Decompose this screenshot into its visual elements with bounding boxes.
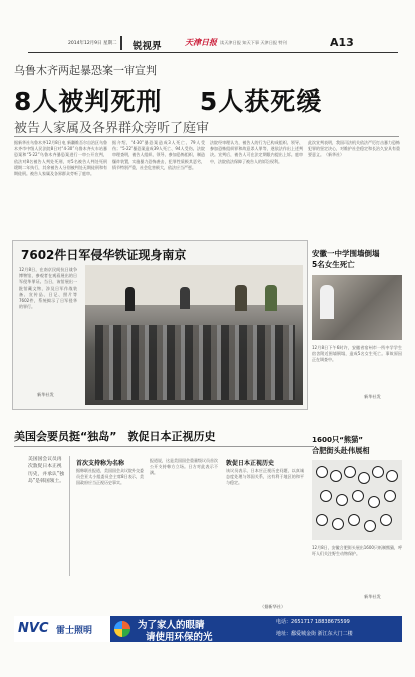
panda-figure bbox=[384, 490, 396, 502]
lead-headline-right: 5人获死缓 bbox=[199, 87, 323, 116]
ad-phone-number: 2651717 18838675599 bbox=[291, 619, 350, 625]
panda-figure bbox=[380, 514, 392, 526]
issue-date: 2014年12月9日 星期二 bbox=[68, 41, 117, 46]
ad-slogan-1: 为了家人的眼睛 bbox=[138, 620, 205, 631]
panda-figure bbox=[336, 494, 348, 506]
congress-col3: 该议员表示，日本应正视历史问题，以真诚态度处理与邻国关系，这有利于地区的和平与稳定。 bbox=[226, 468, 304, 486]
ad-slogan-2: 请使用环保的光 bbox=[146, 632, 213, 643]
nanjing-headline: 7602件日军侵华铁证现身南京 bbox=[21, 248, 187, 262]
ad-brand: 雷士照明 bbox=[56, 626, 93, 636]
panda-figure bbox=[386, 470, 398, 482]
congress-credit: （据新华社） bbox=[260, 604, 286, 609]
visitor-figure bbox=[235, 285, 247, 311]
header-divider bbox=[120, 36, 122, 50]
congress-col3-subhead: 敦促日本正视历史 bbox=[226, 460, 275, 467]
lead-deck: 被告人家属及各界群众旁听了庭审 bbox=[14, 121, 210, 136]
section-name: 锐视界 bbox=[133, 41, 162, 52]
panda-headline: 1600只“熊猫” 合肥街头赴伟展相 bbox=[312, 435, 370, 455]
panda-figure bbox=[330, 470, 342, 482]
panda-figure bbox=[320, 490, 332, 502]
anhui-body: 12月8日下午6时许，安徽省宿州市一所中学学生宿舍附近围墙倒塌，造成5名女生死亡。事故原因正在调查中。 bbox=[312, 345, 402, 363]
nanjing-photo bbox=[85, 265, 303, 405]
congress-rule bbox=[14, 446, 314, 447]
artifact-display bbox=[95, 325, 295, 400]
lead-headline bbox=[14, 82, 322, 118]
congress-col1-subhead: 首次支持称为名称 bbox=[76, 460, 125, 467]
panda-figure bbox=[316, 514, 328, 526]
panda-credit: 新华社发 bbox=[364, 594, 381, 599]
ad-address-text: 鄱爱城金街 浙江东大门二楼 bbox=[291, 631, 353, 637]
lead-rule bbox=[14, 136, 399, 137]
panda-figure bbox=[368, 496, 380, 508]
lead-headline-left: 8人被判死刑 bbox=[14, 87, 163, 116]
congress-col1: 据韩联社报道，美国国会众议院外交委员会亚太小组委员会主席8日表示，美国政府应当正视历史事实。 bbox=[76, 468, 144, 486]
nanjing-story bbox=[12, 240, 308, 410]
lead-body-col4: 此次宣判表明，我国司法机关依法严厉打击暴力恐怖犯罪的坚定决心，对维护社会稳定和长治久安具有重要意义。（新华社） bbox=[308, 140, 400, 158]
panda-figure bbox=[344, 466, 356, 478]
visitor-figure bbox=[125, 287, 135, 311]
newspaper-logo: 天津日报 bbox=[185, 38, 217, 47]
header-tagline: 读天津日报 知天下事 天津日报 特刊 bbox=[220, 40, 287, 45]
brand-logo-icon: NVC bbox=[18, 621, 49, 636]
panda-body: 12月8日，安徽合肥街头展出1600只纸制熊猫，呼吁人们关注野生动物保护。 bbox=[312, 545, 402, 557]
lead-body-col2: 据介绍，“4·30”暴恐案造成3人死亡、79人受伤；“5·22”暴恐案造成39人死亡、94人受伤。法院审理查明，被告人组织、领导、参加恐怖组织，制造爆炸装置，实施暴力恐怖袭击，犯罪性质极其恶劣，情节特别严重，社会危害极大，依法应当严惩。 bbox=[112, 140, 205, 170]
lead-body-col3: 法院经审理认为，被告人的行为已构成组织、领导、参加恐怖组织罪和故意杀人罪等，遂依法作出上述判决。宣判后，被告人可在法定期限内提出上诉。庭审中，法院依法保障了被告人的诉讼权利。 bbox=[210, 140, 303, 164]
visitor-figure bbox=[180, 287, 190, 309]
ad-banner bbox=[14, 616, 402, 642]
panda-figure bbox=[316, 466, 328, 478]
page-number: A13 bbox=[330, 36, 354, 49]
panda-figure bbox=[348, 514, 360, 526]
nanjing-body: 12月8日，在南京民间抗日战争博物馆，参观者在观看展出的日军侵华罪证。当日，该馆展出一批馆藏文物，涉及日军作战装备、宣传品、日记、照片等7602件，系统揭示了日军侵华的罪行。 bbox=[19, 267, 77, 310]
ad-address bbox=[276, 630, 353, 637]
anhui-story bbox=[312, 240, 402, 410]
lead-body-col1: 据新华社乌鲁木齐12月8日电 新疆维吾尔自治区乌鲁木齐市中级人民法院8日对“4·30”乌鲁木齐火车站暴恐案和“5·22”乌鲁木齐暴恐案进行一审公开宣判，依法对8名被告人判处死刑，对5名被告人判处死刑缓期二年执行，其余被告人分别被判处无期徒刑和有期徒刑。被告人家属及各界群众旁听了庭审。 bbox=[14, 140, 107, 177]
congress-sidebar: 美国国会议员再次敦促日本正视历史，并承认“独岛”是韩国领土。 bbox=[28, 456, 70, 576]
panda-figure bbox=[358, 472, 370, 484]
panda-photo bbox=[312, 460, 402, 540]
anhui-credit: 新华社发 bbox=[364, 394, 381, 399]
panda-figure bbox=[364, 520, 376, 532]
ad-phone bbox=[276, 618, 350, 625]
header-rule bbox=[28, 52, 398, 53]
congress-headline: 美国会要员挺“独岛” 敦促日本正视历史 bbox=[14, 430, 216, 443]
lead-kicker: 乌鲁木齐两起暴恐案一审宣判 bbox=[14, 64, 157, 77]
congress-col2: 报道说，这是美国国会重量级议员首次公开支持韩方立场。日方对此表示不满。 bbox=[150, 458, 218, 476]
panda-story bbox=[312, 428, 402, 610]
visitor-figure bbox=[265, 285, 277, 311]
ad-badge-icon bbox=[114, 621, 130, 637]
nanjing-credit: 新华社发 bbox=[37, 392, 54, 397]
ad-logo-panel bbox=[14, 616, 110, 642]
ad-address-label: 地址： bbox=[276, 631, 292, 637]
panda-figure bbox=[352, 490, 364, 502]
person-figure bbox=[320, 285, 334, 319]
ad-phone-label: 电话： bbox=[276, 619, 292, 625]
panda-figure bbox=[372, 466, 384, 478]
panda-figure bbox=[332, 518, 344, 530]
anhui-headline: 安徽一中学围墙倒塌 5名女生死亡 bbox=[312, 249, 380, 269]
anhui-photo bbox=[312, 275, 402, 340]
